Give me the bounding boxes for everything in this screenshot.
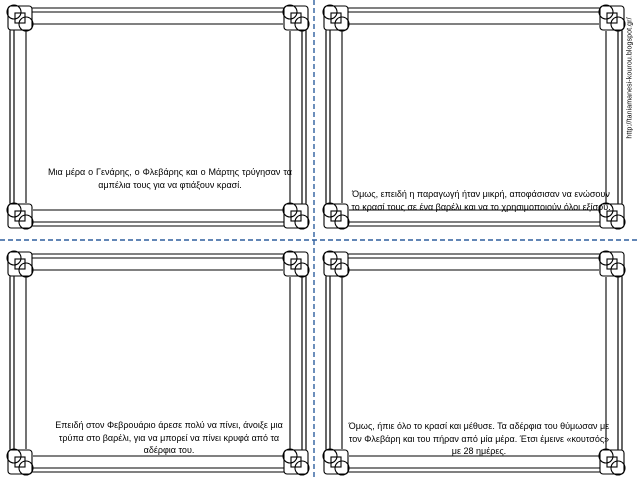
ornamental-frame (4, 2, 312, 232)
story-card-text: Όμως, ήπιε όλο το κρασί και μέθυσε. Τα αδέρφια του θύμωσαν με τον Φλεβάρη και του πήραν από μία μέρα. Έτσι έμεινε «κουτσός» με 28 ημέρες. (348, 421, 610, 456)
story-card-text: Μια μέρα ο Γενάρης, ο Φλεβάρης και ο Μάρτης τρύγησαν τα αμπέλια τους για να φτιάξουν κρασί. (48, 167, 292, 190)
story-card-1 (4, 2, 312, 232)
story-card-text: Όμως, επειδή η παραγωγή ήταν μικρή, αποφάσισαν να ενώσουν το κρασί τους σε ένα βαρέλι και να το χρησιμοποιούν όλοι εξίσου. (351, 189, 611, 212)
story-card-text: Επειδή στον Φεβρουάριο άρεσε πολύ να πίνει, άνοιξε μια τρύπα στο βαρέλι, για να μπορεί να πίνει κρυφά από τα αδέρφια του. (55, 420, 283, 455)
source-url-text: http://taniamanesi-kourou.blogspot.gr/ (626, 17, 634, 139)
story-card-4 (320, 248, 628, 478)
story-card-2 (320, 2, 628, 232)
story-card-3 (4, 248, 312, 478)
